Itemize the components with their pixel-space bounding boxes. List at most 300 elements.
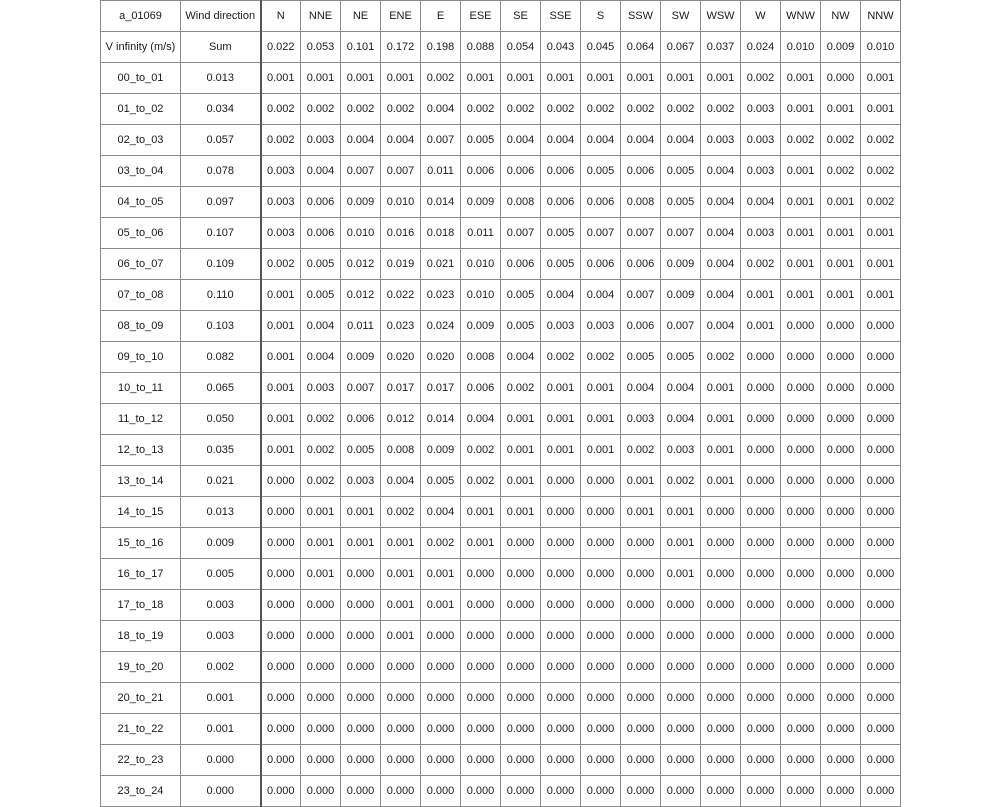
table-row [101, 404, 901, 435]
table-row [101, 466, 901, 497]
table-cell: 0.007 [341, 373, 381, 404]
table-cell: 0.008 [381, 435, 421, 466]
sum-cell: 0.021 [181, 466, 261, 497]
table-cell: 0.000 [301, 652, 341, 683]
table-cell: 0.002 [461, 435, 501, 466]
row-label-cell: 10_to_11 [101, 373, 181, 404]
table-cell: 0.007 [661, 311, 701, 342]
table-cell: 0.000 [341, 745, 381, 776]
table-cell: 0.000 [541, 621, 581, 652]
table-cell: 0.002 [261, 249, 301, 280]
table-row [101, 745, 901, 776]
table-cell: 0.001 [421, 559, 461, 590]
table-cell: 0.000 [861, 745, 901, 776]
table-cell: 0.002 [501, 94, 541, 125]
table-cell: 0.001 [381, 590, 421, 621]
table-cell: 0.000 [541, 559, 581, 590]
table-cell: 0.001 [381, 528, 421, 559]
table-cell: 0.000 [701, 497, 741, 528]
table-cell: 0.001 [861, 63, 901, 94]
table-cell: 0.001 [661, 528, 701, 559]
sum-cell: 0.013 [181, 63, 261, 94]
table-cell: 0.009 [661, 249, 701, 280]
table-cell: 0.012 [381, 404, 421, 435]
table-row [101, 373, 901, 404]
row-label-cell: 08_to_09 [101, 311, 181, 342]
table-cell: 0.004 [701, 187, 741, 218]
table-cell: SSW [621, 1, 661, 32]
table-cell: 0.002 [461, 466, 501, 497]
table-cell: 0.003 [261, 218, 301, 249]
table-row [101, 528, 901, 559]
table-cell: 0.000 [621, 714, 661, 745]
table-cell: 0.001 [421, 590, 461, 621]
table-cell: 0.001 [501, 404, 541, 435]
table-cell: 0.005 [501, 280, 541, 311]
table-cell: 0.001 [621, 466, 661, 497]
table-cell: 0.001 [861, 94, 901, 125]
table-cell: 0.000 [821, 683, 861, 714]
table-cell: 0.002 [581, 342, 621, 373]
table-cell: 0.000 [701, 590, 741, 621]
table-cell: 0.010 [341, 218, 381, 249]
table-body [101, 1, 901, 807]
table-cell: 0.000 [821, 404, 861, 435]
table-cell: 0.005 [301, 249, 341, 280]
sum-cell: 0.078 [181, 156, 261, 187]
table-cell: 0.001 [781, 187, 821, 218]
table-cell: 0.002 [381, 94, 421, 125]
table-cell: 0.000 [821, 373, 861, 404]
table-cell: 0.003 [541, 311, 581, 342]
table-cell: ESE [461, 1, 501, 32]
table-cell: 0.004 [661, 125, 701, 156]
table-cell: 0.002 [261, 125, 301, 156]
table-cell: 0.001 [541, 63, 581, 94]
table-cell: 0.000 [541, 745, 581, 776]
table-cell: 0.045 [581, 32, 621, 63]
table-cell: 0.000 [741, 776, 781, 807]
table-cell: 0.000 [661, 590, 701, 621]
table-cell: 0.017 [381, 373, 421, 404]
table-cell: 0.003 [261, 156, 301, 187]
table-cell: 0.003 [621, 404, 661, 435]
table-cell: 0.000 [741, 621, 781, 652]
table-cell: 0.014 [421, 404, 461, 435]
table-cell: 0.067 [661, 32, 701, 63]
table-cell: 0.000 [541, 683, 581, 714]
table-cell: 0.017 [421, 373, 461, 404]
row-label-cell: 16_to_17 [101, 559, 181, 590]
table-cell: 0.000 [621, 590, 661, 621]
table-cell: 0.009 [661, 280, 701, 311]
table-cell: N [261, 1, 301, 32]
table-cell: 0.001 [501, 497, 541, 528]
table-cell: 0.000 [821, 621, 861, 652]
sum-cell: 0.013 [181, 497, 261, 528]
table-cell: 0.001 [381, 621, 421, 652]
table-cell: 0.002 [501, 373, 541, 404]
table-row [101, 218, 901, 249]
table-cell: 0.001 [461, 528, 501, 559]
sum-cell: Wind direction [181, 1, 261, 32]
table-cell: 0.000 [861, 435, 901, 466]
table-cell: 0.012 [341, 249, 381, 280]
table-cell: 0.000 [501, 652, 541, 683]
table-cell: 0.000 [821, 497, 861, 528]
table-cell: 0.000 [421, 776, 461, 807]
table-cell: 0.001 [261, 311, 301, 342]
table-cell: 0.001 [741, 311, 781, 342]
table-cell: 0.000 [461, 776, 501, 807]
table-row [101, 559, 901, 590]
table-cell: 0.004 [701, 280, 741, 311]
table-cell: 0.001 [541, 373, 581, 404]
table-cell: 0.000 [581, 745, 621, 776]
row-label-cell: 03_to_04 [101, 156, 181, 187]
table-cell: SW [661, 1, 701, 32]
table-cell: 0.000 [461, 683, 501, 714]
table-cell: 0.004 [421, 94, 461, 125]
table-cell: 0.054 [501, 32, 541, 63]
table-cell: 0.000 [741, 590, 781, 621]
table-cell: 0.004 [301, 342, 341, 373]
table-cell: 0.007 [341, 156, 381, 187]
table-cell: 0.010 [461, 249, 501, 280]
table-cell: 0.005 [661, 342, 701, 373]
table-cell: 0.001 [341, 497, 381, 528]
table-row [101, 311, 901, 342]
table-cell: 0.001 [261, 404, 301, 435]
table-cell: 0.001 [301, 497, 341, 528]
table-cell: 0.004 [701, 218, 741, 249]
sum-cell: 0.110 [181, 280, 261, 311]
table-cell: 0.000 [821, 714, 861, 745]
table-cell: 0.001 [461, 497, 501, 528]
table-cell: 0.000 [781, 497, 821, 528]
sum-cell: 0.009 [181, 528, 261, 559]
table-cell: 0.000 [861, 683, 901, 714]
table-cell: 0.000 [261, 776, 301, 807]
table-cell: 0.001 [381, 559, 421, 590]
table-cell: 0.000 [741, 497, 781, 528]
table-cell: 0.004 [381, 125, 421, 156]
table-cell: 0.009 [341, 342, 381, 373]
table-cell: 0.001 [301, 559, 341, 590]
table-cell: 0.000 [541, 776, 581, 807]
table-cell: 0.001 [621, 497, 661, 528]
table-cell: 0.000 [781, 714, 821, 745]
table-cell: 0.020 [421, 342, 461, 373]
table-cell: 0.004 [301, 156, 341, 187]
table-cell: 0.000 [861, 497, 901, 528]
table-cell: 0.001 [341, 528, 381, 559]
table-cell: 0.005 [541, 218, 581, 249]
table-cell: 0.004 [341, 125, 381, 156]
table-cell: ENE [381, 1, 421, 32]
sum-cell: 0.057 [181, 125, 261, 156]
table-cell: 0.003 [741, 156, 781, 187]
table-cell: 0.022 [381, 280, 421, 311]
table-row [101, 435, 901, 466]
table-cell: 0.000 [821, 590, 861, 621]
table-cell: 0.003 [661, 435, 701, 466]
table-row [101, 249, 901, 280]
table-cell: 0.000 [821, 342, 861, 373]
table-cell: 0.000 [821, 528, 861, 559]
table-cell: 0.000 [501, 528, 541, 559]
table-cell: 0.023 [381, 311, 421, 342]
table-cell: 0.001 [661, 63, 701, 94]
table-cell: 0.000 [821, 745, 861, 776]
table-cell: 0.000 [741, 528, 781, 559]
table-cell: 0.004 [661, 404, 701, 435]
table-cell: 0.010 [461, 280, 501, 311]
table-cell: 0.001 [861, 280, 901, 311]
table-cell: 0.007 [661, 218, 701, 249]
table-cell: 0.001 [581, 435, 621, 466]
table-cell: 0.008 [621, 187, 661, 218]
table-cell: 0.006 [341, 404, 381, 435]
table-cell: 0.001 [341, 63, 381, 94]
table-cell: SE [501, 1, 541, 32]
table-cell: 0.009 [421, 435, 461, 466]
table-cell: 0.010 [381, 187, 421, 218]
table-cell: 0.004 [621, 125, 661, 156]
table-cell: 0.003 [741, 218, 781, 249]
table-cell: 0.064 [621, 32, 661, 63]
table-cell: 0.001 [821, 218, 861, 249]
table-cell: 0.001 [621, 63, 661, 94]
table-cell: 0.053 [301, 32, 341, 63]
table-cell: 0.000 [661, 745, 701, 776]
table-cell: 0.000 [301, 745, 341, 776]
table-cell: 0.002 [341, 94, 381, 125]
table-cell: 0.002 [701, 94, 741, 125]
table-cell: 0.001 [541, 404, 581, 435]
table-cell: 0.000 [661, 621, 701, 652]
table-cell: 0.001 [821, 249, 861, 280]
table-cell: 0.000 [781, 621, 821, 652]
table-cell: 0.001 [781, 249, 821, 280]
row-label-cell: 23_to_24 [101, 776, 181, 807]
table-cell: 0.000 [301, 714, 341, 745]
table-cell: 0.002 [661, 94, 701, 125]
table-cell: 0.001 [501, 466, 541, 497]
table-cell: 0.001 [861, 218, 901, 249]
table-cell: 0.002 [461, 94, 501, 125]
table-cell: 0.000 [741, 435, 781, 466]
table-cell: 0.000 [341, 776, 381, 807]
row-label-cell: V infinity (m/s) [101, 32, 181, 63]
table-cell: 0.000 [781, 342, 821, 373]
table-cell: 0.002 [701, 342, 741, 373]
table-cell: 0.003 [581, 311, 621, 342]
sum-cell: 0.005 [181, 559, 261, 590]
table-cell: 0.000 [701, 714, 741, 745]
table-cell: 0.004 [701, 249, 741, 280]
table-cell: 0.000 [741, 342, 781, 373]
table-cell: 0.000 [701, 745, 741, 776]
table-cell: 0.007 [621, 218, 661, 249]
table-cell: 0.000 [701, 776, 741, 807]
row-label-cell: 09_to_10 [101, 342, 181, 373]
sum-cell: 0.000 [181, 776, 261, 807]
table-cell: 0.000 [701, 528, 741, 559]
table-cell: 0.000 [461, 745, 501, 776]
table-cell: 0.000 [781, 590, 821, 621]
table-cell: 0.003 [341, 466, 381, 497]
table-cell: 0.000 [781, 528, 821, 559]
table-cell: 0.001 [701, 63, 741, 94]
table-row [101, 94, 901, 125]
table-cell: 0.002 [381, 497, 421, 528]
table-row [101, 652, 901, 683]
table-cell: 0.000 [861, 714, 901, 745]
table-cell: 0.023 [421, 280, 461, 311]
row-label-cell: 13_to_14 [101, 466, 181, 497]
table-cell: 0.000 [261, 528, 301, 559]
sum-cell: 0.109 [181, 249, 261, 280]
table-cell: NW [821, 1, 861, 32]
table-cell: 0.008 [461, 342, 501, 373]
table-cell: 0.006 [461, 156, 501, 187]
table-row [101, 280, 901, 311]
table-cell: NNE [301, 1, 341, 32]
table-cell: 0.172 [381, 32, 421, 63]
table-cell: 0.000 [741, 714, 781, 745]
table-cell: 0.000 [741, 745, 781, 776]
table-cell: 0.005 [581, 156, 621, 187]
sum-cell: 0.001 [181, 683, 261, 714]
row-label-cell: 06_to_07 [101, 249, 181, 280]
table-cell: 0.000 [261, 745, 301, 776]
table-cell: 0.000 [501, 621, 541, 652]
table-cell: 0.000 [781, 683, 821, 714]
table-cell: 0.000 [621, 683, 661, 714]
table-cell: 0.198 [421, 32, 461, 63]
table-cell: 0.001 [661, 497, 701, 528]
table-cell: 0.001 [781, 63, 821, 94]
table-cell: 0.000 [621, 528, 661, 559]
table-cell: 0.001 [581, 404, 621, 435]
table-cell: 0.001 [261, 435, 301, 466]
table-cell: 0.000 [861, 590, 901, 621]
table-cell: 0.001 [701, 466, 741, 497]
table-cell: 0.002 [541, 94, 581, 125]
table-cell: 0.004 [461, 404, 501, 435]
table-cell: 0.000 [381, 714, 421, 745]
table-cell: 0.000 [421, 621, 461, 652]
table-cell: 0.002 [821, 156, 861, 187]
sum-cell: 0.107 [181, 218, 261, 249]
table-cell: 0.012 [341, 280, 381, 311]
table-cell: 0.004 [421, 497, 461, 528]
table-cell: 0.002 [781, 125, 821, 156]
table-cell: 0.001 [541, 435, 581, 466]
table-cell: 0.005 [421, 466, 461, 497]
table-cell: 0.101 [341, 32, 381, 63]
table-cell: 0.000 [581, 590, 621, 621]
table-row [101, 187, 901, 218]
table-cell: 0.001 [501, 435, 541, 466]
table-cell: 0.000 [581, 559, 621, 590]
table-cell: 0.005 [301, 280, 341, 311]
table-cell: 0.000 [621, 559, 661, 590]
table-cell: 0.001 [861, 249, 901, 280]
table-cell: S [581, 1, 621, 32]
table-cell: 0.000 [581, 528, 621, 559]
row-label-cell: 02_to_03 [101, 125, 181, 156]
table-cell: 0.004 [541, 280, 581, 311]
table-cell: 0.000 [381, 652, 421, 683]
table-cell: 0.001 [261, 280, 301, 311]
row-label-cell: 14_to_15 [101, 497, 181, 528]
table-cell: 0.000 [301, 590, 341, 621]
table-cell: 0.001 [661, 559, 701, 590]
table-cell: 0.000 [621, 745, 661, 776]
table-cell: 0.000 [781, 776, 821, 807]
table-cell: 0.000 [341, 559, 381, 590]
table-cell: 0.000 [301, 683, 341, 714]
table-cell: 0.000 [861, 776, 901, 807]
table-cell: 0.006 [581, 249, 621, 280]
sum-cell: 0.002 [181, 652, 261, 683]
sum-cell: Sum [181, 32, 261, 63]
table-cell: NE [341, 1, 381, 32]
row-label-cell: 18_to_19 [101, 621, 181, 652]
table-cell: 0.000 [821, 652, 861, 683]
table-cell: 0.008 [501, 187, 541, 218]
table-cell: 0.002 [261, 94, 301, 125]
table-cell: 0.005 [501, 311, 541, 342]
table-cell: 0.003 [741, 125, 781, 156]
sum-cell: 0.097 [181, 187, 261, 218]
table-cell: 0.000 [861, 342, 901, 373]
table-cell: 0.005 [621, 342, 661, 373]
table-cell: 0.001 [781, 218, 821, 249]
table-row [101, 621, 901, 652]
table-cell: WSW [701, 1, 741, 32]
table-cell: 0.000 [781, 373, 821, 404]
table-cell: 0.000 [581, 497, 621, 528]
table-cell: 0.000 [261, 497, 301, 528]
row-label-cell: 04_to_05 [101, 187, 181, 218]
table-cell: 0.000 [661, 652, 701, 683]
table-cell: 0.000 [341, 652, 381, 683]
table-cell: 0.000 [461, 559, 501, 590]
table-cell: 0.000 [381, 745, 421, 776]
table-cell: 0.002 [861, 125, 901, 156]
table-cell: 0.000 [741, 466, 781, 497]
table-cell: 0.000 [581, 621, 621, 652]
table-cell: 0.004 [621, 373, 661, 404]
table-cell: 0.002 [741, 63, 781, 94]
table-cell: 0.000 [661, 683, 701, 714]
table-cell: 0.006 [301, 187, 341, 218]
table-cell: 0.018 [421, 218, 461, 249]
table-cell: 0.004 [741, 187, 781, 218]
table-cell: 0.000 [421, 745, 461, 776]
table-cell: 0.014 [421, 187, 461, 218]
table-cell: 0.006 [621, 249, 661, 280]
table-cell: 0.000 [421, 652, 461, 683]
table-cell: 0.000 [621, 621, 661, 652]
table-cell: 0.000 [501, 745, 541, 776]
table-cell: 0.000 [661, 776, 701, 807]
row-label-cell: 01_to_02 [101, 94, 181, 125]
table-cell: 0.002 [821, 125, 861, 156]
